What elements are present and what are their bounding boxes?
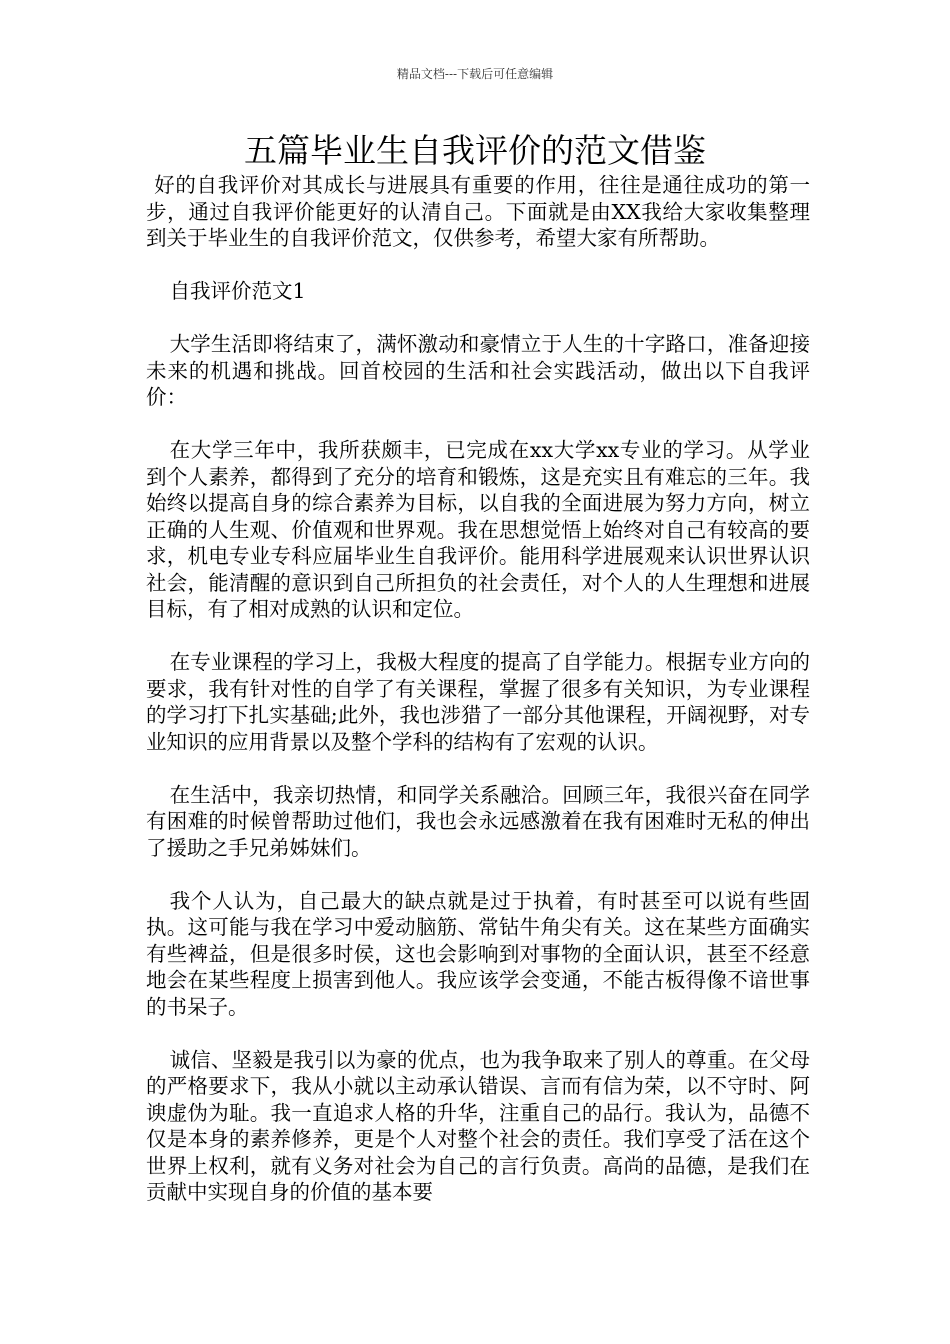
- body-paragraph: 在生活中，我亲切热情，和同学关系融洽。回顾三年，我很兴奋在同学有困难的时候曾帮助过他们，我也会永远感激着在我有困难时无私的伸出了援助之手兄弟姊妹们。: [146, 782, 810, 860]
- section-heading: 自我评价范文1: [169, 279, 306, 303]
- document-title: 五篇毕业生自我评价的范文借鉴: [244, 131, 706, 170]
- body-paragraph: 大学生活即将结束了，满怀激动和豪情立于人生的十字路口，准备迎接未来的机遇和挑战。回首校园的生活和社会实践活动，做出以下自我评价：: [146, 332, 810, 409]
- body-paragraph: 诚信、坚毅是我引以为豪的优点，也为我争取来了别人的尊重。在父母的严格要求下，我从小就以主动承认错误、言而有信为荣，以不守时、阿谀虚伪为耻。我一直追求人格的升华，注重自己的品行。我认为，品德不仅是本身的素养修养，更是个人对整个社会的责任。我们享受了活在这个世界上权利，就有义务对社会为自己的言行负责。高尚的品德，是我们在贡献中实现自身的价值的基本要: [146, 1047, 810, 1204]
- body-paragraph: 我个人认为，自己最大的缺点就是过于执着，有时甚至可以说有些固执。这可能与我在学习中爱动脑筋、常钻牛角尖有关。这在某些方面确实有些裨益，但是很多时侯，这也会影响到对事物的全面认识，甚至不经意地会在某些程度上损害到他人。我应该学会变通，不能古板得像不谙世事的书呆子。: [146, 888, 810, 1019]
- body-paragraph: 在大学三年中，我所获颇丰，已完成在xx大学xx专业的学习。从学业到个人素养，都得到了充分的培育和锻炼，这是充实且有难忘的三年。我始终以提高自身的综合素养为目标，以自我的全面进展为努力方向，树立正确的人生观、价值观和世界观。我在思想觉悟上始终对自己有较高的要求，机电专业专科应届毕业生自我评价。能用科学进展观来认识世界认识社会，能清醒的意识到自己所担负的社会责任，对个人的人生理想和进展目标，有了相对成熟的认识和定位。: [146, 438, 810, 621]
- header-note: 精品文档---下载后可任意编辑: [396, 67, 554, 81]
- body-paragraph: 在专业课程的学习上，我极大程度的提高了自学能力。根据专业方向的要求，我有针对性的自学了有关课程，掌握了很多有关知识，为专业课程的学习打下扎实基础;此外，我也涉猎了一部分其他课程，开阔视野，对专业知识的应用背景以及整个学科的结构有了宏观的认识。: [146, 650, 810, 754]
- intro-paragraph: 好的自我评价对其成长与进展具有重要的作用，往往是通往成功的第一步，通过自我评价能更好的认清自己。下面就是由XX我给大家收集整理到关于毕业生的自我评价范文，仅供参考，希望大家有所帮助。: [146, 173, 810, 250]
- document-body: [146, 172, 810, 1206]
